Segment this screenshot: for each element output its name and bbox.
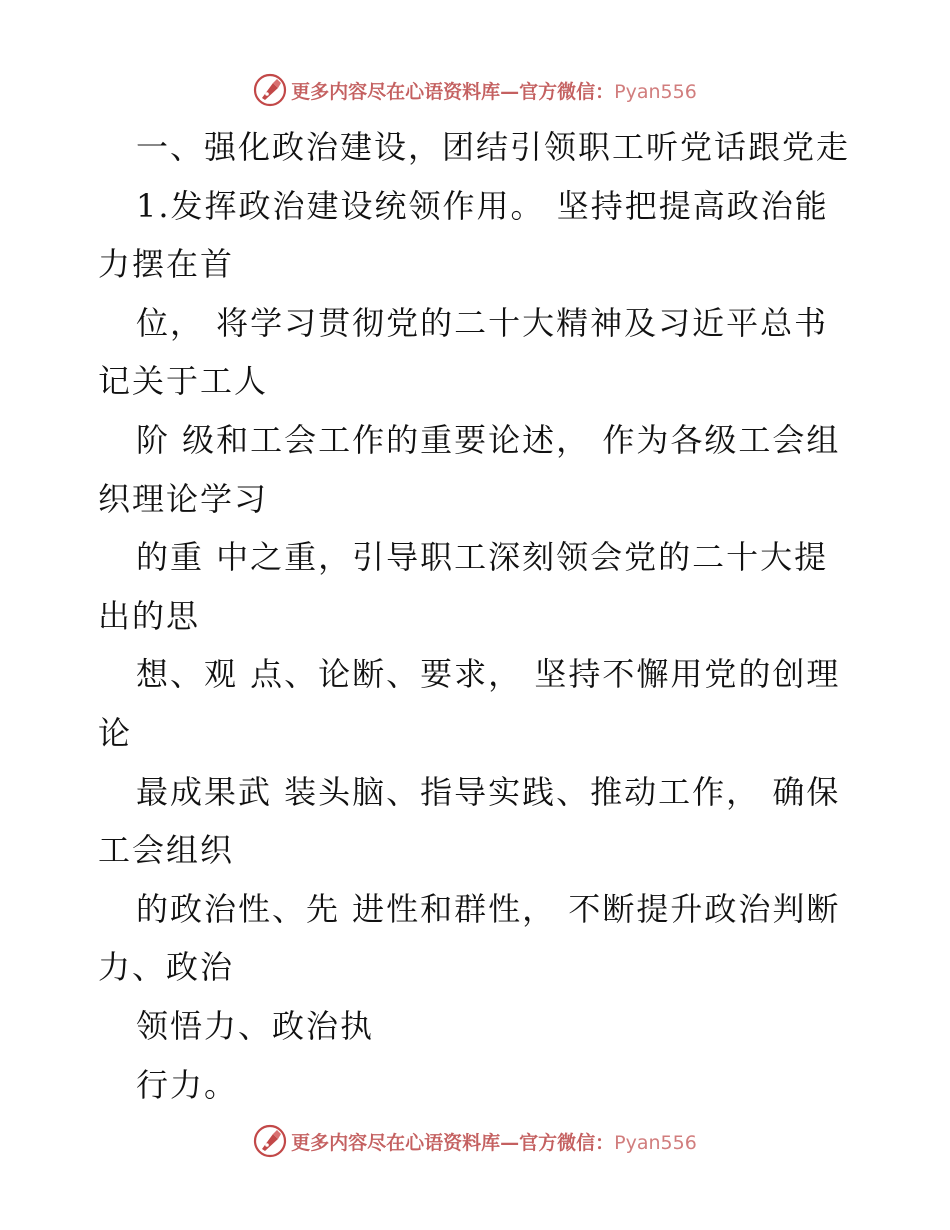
paragraph-line: 1.发挥政治建设统领作用。 坚持把提高政治能	[136, 186, 829, 225]
banner-text	[291, 1128, 697, 1155]
pen-nib-logo-icon	[253, 73, 287, 107]
paragraph-line: 力、政治	[98, 948, 235, 987]
banner-wechat-id: Pyan556	[614, 1131, 697, 1154]
banner-wechat-id: Pyan556	[614, 80, 697, 103]
paragraph-line: 位， 将学习贯彻党的二十大精神及习近平总书	[136, 303, 829, 342]
paragraph-line: 力摆在首	[98, 245, 235, 284]
header-banner	[0, 70, 950, 110]
paragraph-line: 出的思	[98, 596, 201, 635]
paragraph-line: 最成果武 装头脑、指导实践、推动工作， 确保	[136, 772, 841, 811]
pen-nib-logo-icon	[253, 1124, 287, 1158]
document-body	[98, 118, 858, 1114]
footer-banner	[0, 1121, 950, 1161]
paragraph-line: 领悟力、政治执	[136, 1006, 375, 1045]
paragraph-line: 织理论学习	[98, 479, 269, 518]
paragraph-line: 的重 中之重，引导职工深刻领会党的二十大提	[136, 538, 829, 577]
paragraph-line: 论	[98, 713, 133, 752]
paragraph-line: 工会组织	[98, 831, 235, 870]
banner-text-cn: 更多内容尽在心语资料库—官方微信：	[291, 1131, 615, 1154]
paragraph-line: 记关于工人	[98, 362, 269, 401]
banner-text	[291, 77, 697, 104]
paragraph-line: 阶 级和工会工作的重要论述， 作为各级工会组	[136, 420, 841, 459]
banner-text-cn: 更多内容尽在心语资料库—官方微信：	[291, 80, 615, 103]
paragraph-line: 行力。	[136, 1065, 239, 1104]
paragraph-line: 的政治性、先 进性和群性， 不断提升政治判断	[136, 889, 841, 928]
paragraph-line: 想、观 点、论断、要求， 坚持不懈用党的创理	[136, 655, 841, 694]
paragraph-line: 一、强化政治建设，团结引领职工听党话跟党走	[136, 128, 851, 166]
